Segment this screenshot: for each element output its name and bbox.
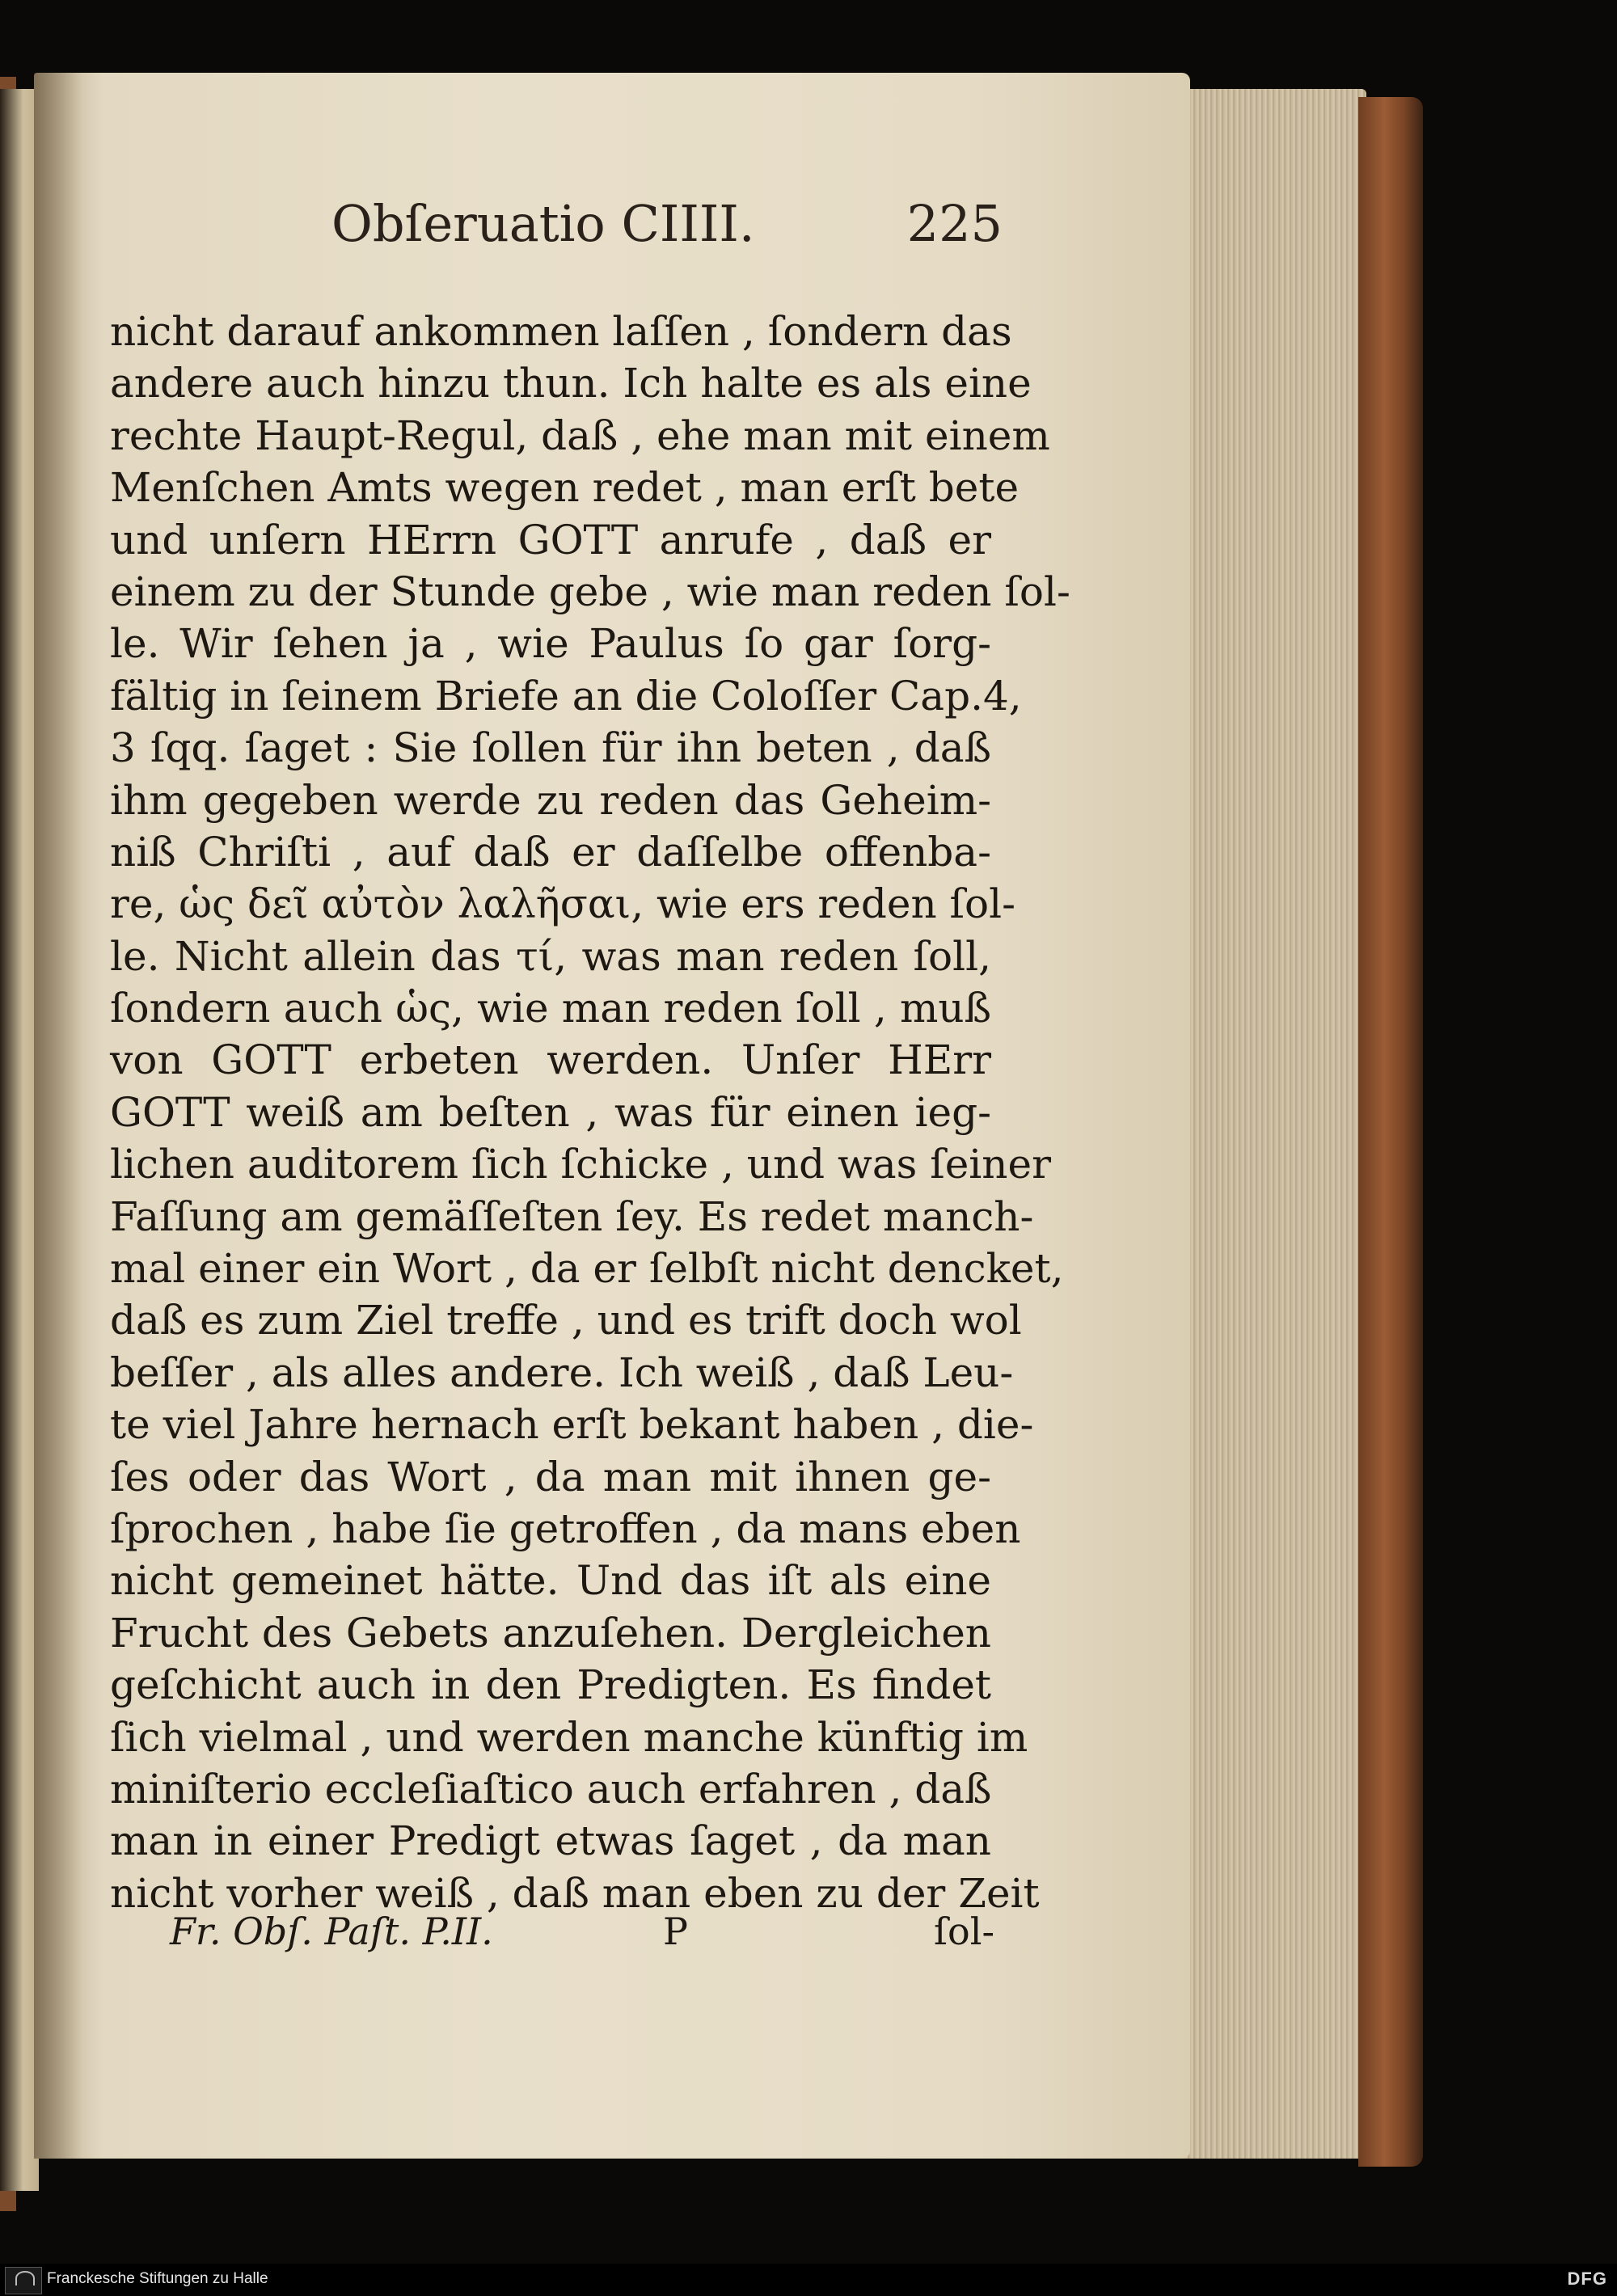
text-line: und unſern HErrn GOTT anrufe , daß er xyxy=(110,516,991,563)
text-line: ſes oder das Wort , da man mit ihnen ge- xyxy=(110,1453,991,1500)
text-line: nicht vorher weiß , daß man eben zu der Zeit xyxy=(110,1869,1040,1917)
text-line: von GOTT erbeten werden. Unſer HErr xyxy=(110,1036,991,1084)
text-line: andere auch hinzu thun. Ich halte es als eine xyxy=(110,360,1032,407)
text-line: Menſchen Amts wegen redet , man erſt bete xyxy=(110,464,1020,512)
text-line: re, ὡς δεῖ αὐτὸν λαλῆσαι, wie ers reden ſol- xyxy=(110,880,1016,928)
text-line: te viel Jahre hernach erſt bekant haben , die- xyxy=(110,1401,1034,1449)
text-line: mal einer ein Wort , da er ſelbſt nicht dencket, xyxy=(110,1245,1064,1293)
running-head-title: Obſeruatio CIIII. xyxy=(331,194,755,253)
left-page-edge xyxy=(0,89,39,2191)
text-line: ſich vielmal , und werden manche künftig im xyxy=(110,1713,1028,1761)
running-head xyxy=(331,194,1003,259)
text-line: miniſterio eccleſiaſtico auch erfahren , daß xyxy=(110,1765,992,1813)
signature-mark: Fr. Obſ. Paſt. P.II. xyxy=(170,1910,493,1953)
text-line: le. Wir ſehen ja , wie Paulus ſo gar ſorg- xyxy=(110,620,991,668)
text-line: fältig in ſeinem Briefe an die Coloſſer Cap.4, xyxy=(110,672,1022,720)
text-line: geſchicht auch in den Predigten. Es findet xyxy=(110,1661,991,1709)
text-line: ſondern auch ὡς, wie man reden ſoll , muß xyxy=(110,985,991,1032)
footer-brand: DFG xyxy=(1567,2269,1607,2289)
text-line: Frucht des Gebets anzuſehen. Dergleichen xyxy=(110,1609,991,1657)
gutter-shadow xyxy=(34,73,82,2159)
text-line: ſprochen , habe ſie getroffen , da mans eben xyxy=(110,1505,1021,1552)
text-line: lichen auditorem ſich ſchicke , und was ſeiner xyxy=(110,1141,1051,1188)
text-line: nicht darauf ankommen laſſen , ſondern das xyxy=(110,308,1012,355)
text-line: le. Nicht allein das τί, was man reden ſoll, xyxy=(110,932,991,980)
text-line: 3 ſqq. ſaget : Sie ſollen für ihn beten , daß xyxy=(110,724,991,772)
text-line: niß Chriſti , auf daß er daſſelbe offenba- xyxy=(110,828,991,876)
text-line: man in einer Predigt etwas ſaget , da man xyxy=(110,1817,991,1865)
text-line: rechte Haupt-Regul, daß , ehe man mit einem xyxy=(110,412,1050,459)
text-line: beſſer , als alles andere. Ich weiß , daß Leu- xyxy=(110,1348,1014,1396)
signature-letter: P xyxy=(663,1910,688,1953)
text-line: Faſſung am gemäſſeſten ſey. Es redet manch- xyxy=(110,1192,1034,1240)
signature-line xyxy=(170,1910,994,1966)
text-line: nicht gemeinet hätte. Und das iſt als eine xyxy=(110,1557,991,1605)
text-line: einem zu der Stunde gebe , wie man reden ſol- xyxy=(110,568,1070,615)
franckesche-logo-icon xyxy=(5,2267,42,2294)
body-text xyxy=(110,306,1070,1919)
text-line: ihm gegeben werde zu reden das Geheim- xyxy=(110,776,991,824)
page-number: 225 xyxy=(906,194,1003,253)
text-line: daß es zum Ziel treffe , und es trift doch wol xyxy=(110,1297,1022,1344)
footer-institution: Franckesche Stiftungen zu Halle xyxy=(47,2270,268,2287)
book-cover-right xyxy=(1358,97,1423,2167)
text-line: GOTT weiß am beſten , was für einen ieg- xyxy=(110,1088,991,1136)
catchword: ſol- xyxy=(934,1910,994,1953)
